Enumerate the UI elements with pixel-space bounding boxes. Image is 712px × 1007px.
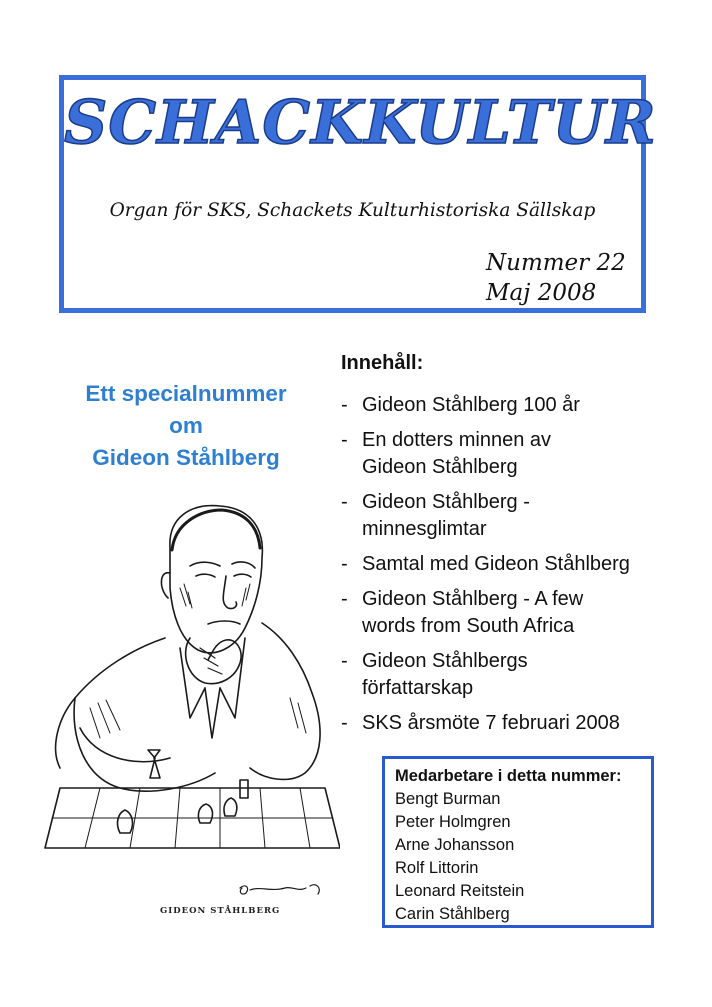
contents-item: - Gideon Ståhlbergs författarskap [341,650,528,699]
bullet-dash: - [341,712,348,734]
chess-piece-3 [198,804,212,823]
special-line-1: Ett specialnummer [85,381,287,406]
chess-piece-1 [148,750,160,778]
magazine-subtitle: Organ för SKS, Schackets Kulturhistoriska Sällskap [109,200,596,221]
portrait-cheek-shade [180,584,250,608]
issue-number: Nummer 22 [486,250,626,276]
contents-item: - Gideon Ståhlberg - A few words from South Africa [341,588,584,637]
masthead-box [59,75,657,313]
portrait-arm-hatch [90,698,306,738]
portrait-nose [223,576,236,609]
contributors-box [382,756,654,928]
contributors-heading: Medarbetare i detta nummer: [395,767,622,785]
chess-piece-2 [118,810,133,833]
portrait-eyes [196,574,251,577]
portrait-tie [205,688,220,738]
bullet-dash: - [341,429,348,451]
contents-item: - Gideon Ståhlberg 100 år [341,392,671,419]
contents-item: - Samtal med Gideon Ståhlberg [341,551,671,578]
chess-piece-5 [240,780,248,798]
portrait-brow [190,562,255,568]
magazine-title: SCHACKKULTUR [64,88,657,158]
portrait-lapels [180,638,245,718]
contents-item: - En dotters minnen av Gideon Ståhlberg [341,429,551,478]
artist-signature [240,885,319,894]
special-issue-heading [55,378,317,474]
portrait-mouth [208,621,240,624]
portrait-head [170,506,263,653]
chess-piece-4 [224,798,237,816]
issue-info [486,248,626,308]
contributor-name: Rolf Littorin [395,859,479,877]
bullet-dash: - [341,650,348,672]
contents-list [341,392,671,745]
contributor-name: Arne Johansson [395,836,515,854]
special-line-2: om [169,413,203,438]
bullet-dash: - [341,553,348,575]
portrait-caption: GIDEON STÅHLBERG [160,906,281,916]
special-line-3: Gideon Ståhlberg [92,445,280,470]
contributor-name: Bengt Burman [395,790,501,808]
portrait-ear [161,573,170,598]
contributor-name: Peter Holmgren [395,813,511,831]
contents-item: - Gideon Ståhlberg - minnesglimtar [341,491,530,540]
bullet-dash: - [341,588,348,610]
issue-date: Maj 2008 [486,280,597,306]
bullet-dash: - [341,491,348,513]
portrait-illustration [40,488,340,928]
contributors-list [395,788,641,926]
contributor-name: Leonard Reitstein [395,882,525,900]
contributor-name: Carin Ståhlberg [395,905,510,923]
portrait-sleeve-right [250,693,320,779]
bullet-dash: - [341,394,348,416]
chess-board-squares [52,788,333,848]
contents-heading: Innehåll: [341,352,424,374]
contents-item: - SKS årsmöte 7 februari 2008 [341,710,671,737]
